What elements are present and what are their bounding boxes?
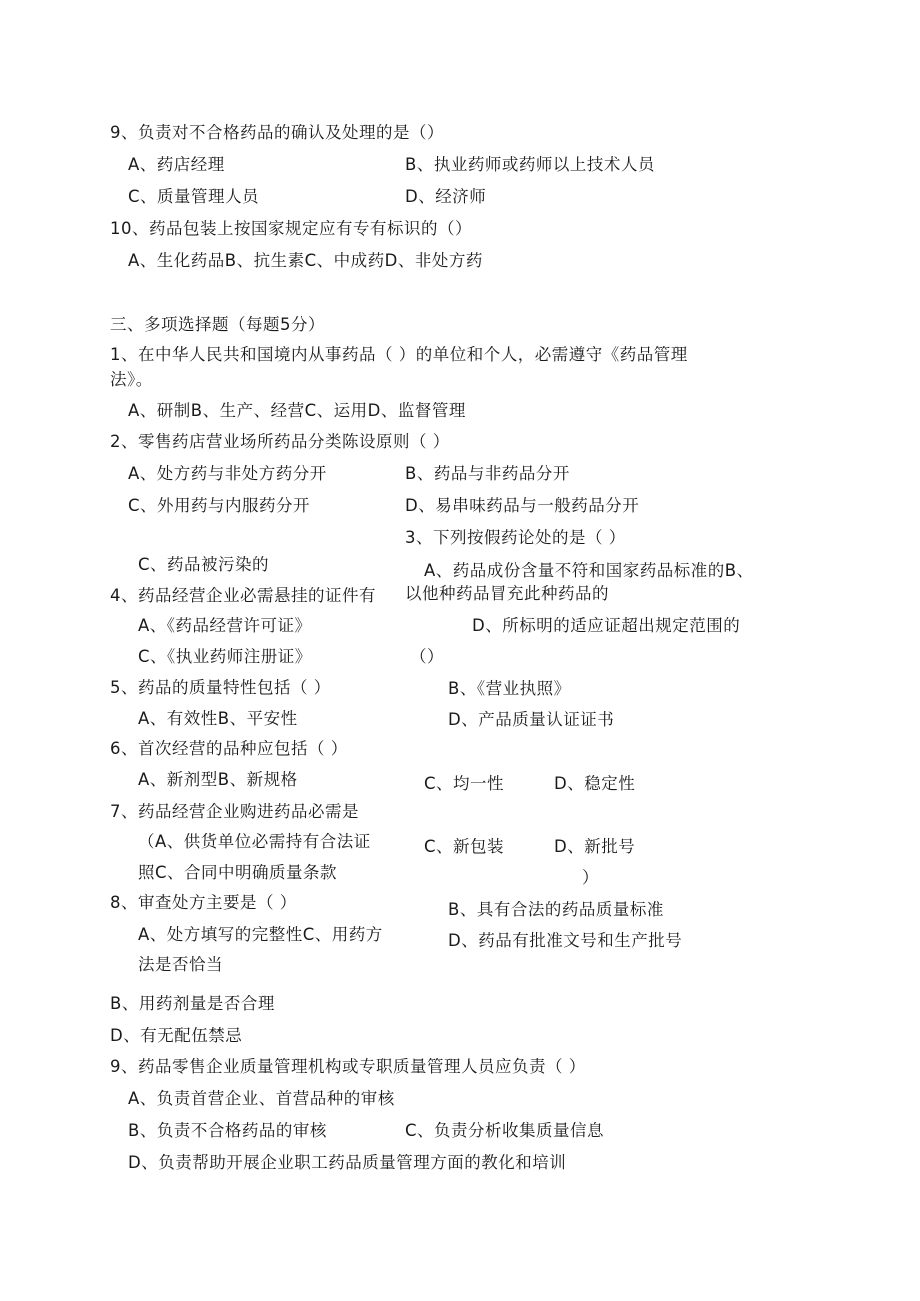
multi-question-8-option-d: D、有无配伍禁忌 bbox=[110, 1026, 243, 1045]
multi-question-2-option-d: D、易串味药品与一般药品分开 bbox=[405, 496, 640, 515]
multi-question-8-line-2: 法是否恰当 bbox=[138, 955, 223, 974]
multi-question-7-line-1: （A、供货单位必需持有合法证 bbox=[138, 832, 371, 851]
question-9-option-d: D、经济师 bbox=[405, 187, 487, 206]
multi-question-3-option-a: A、药品成份含量不符和国家药品标准的B、 bbox=[424, 561, 754, 580]
multi-question-8: 8、审查处方主要是（ ） bbox=[110, 893, 297, 912]
multi-question-2-option-a: A、处方药与非处方药分开 bbox=[128, 464, 327, 483]
question-10: 10、药品包装上按国家规定应有专有标识的（） bbox=[110, 219, 472, 238]
question-9-option-c: C、质量管理人员 bbox=[128, 187, 260, 206]
multi-question-6-option-d: D、新批号 bbox=[554, 837, 636, 856]
multi-question-4-option-b: B、《营业执照》 bbox=[448, 679, 571, 698]
multi-question-6-options-ab: A、新剂型B、新规格 bbox=[138, 770, 298, 789]
multi-question-9-option-c: C、负责分析收集质量信息 bbox=[405, 1121, 605, 1140]
multi-question-5: 5、药品的质量特性包括（ ） bbox=[110, 678, 331, 697]
multi-question-9-option-d: D、负责帮助开展企业职工药品质量管理方面的教化和培训 bbox=[128, 1153, 567, 1172]
multi-question-8-line-1: A、处方填写的完整性C、用药方 bbox=[138, 925, 383, 944]
question-9: 9、负责对不合格药品的确认及处理的是（） bbox=[110, 123, 444, 142]
multi-question-3-option-b: 以他种药品冒充此种药品的 bbox=[405, 584, 609, 603]
multi-question-7-option-d: D、药品有批准文号和生产批号 bbox=[448, 931, 683, 950]
multi-question-1-line-1: 1、在中华人民共和国境内从事药品（ ）的单位和个人，必需遵守《药品管理 bbox=[110, 345, 688, 364]
multi-question-7-option-b: B、具有合法的药品质量标准 bbox=[448, 900, 664, 919]
multi-question-7-close-paren: ） bbox=[582, 868, 599, 887]
multi-question-3-option-d: D、所标明的适应证超出规定范围的 bbox=[472, 616, 741, 635]
multi-question-7-line-2: 照C、合同中明确质量条款 bbox=[138, 863, 338, 882]
multi-question-5-options-ab: A、有效性B、平安性 bbox=[138, 709, 298, 728]
multi-question-4: 4、药品经营企业必需悬挂的证件有 bbox=[110, 586, 376, 605]
question-9-option-a: A、药店经理 bbox=[128, 155, 225, 174]
multi-question-4-option-d: D、产品质量认证证书 bbox=[448, 710, 615, 729]
multi-question-5-option-c: C、均一性 bbox=[424, 774, 505, 793]
question-10-options: A、生化药品B、抗生素C、中成药D、非处方药 bbox=[128, 251, 483, 270]
multi-question-2-option-c: C、外用药与内服药分开 bbox=[128, 496, 311, 515]
question-9-option-b: B、执业药师或药师以上技术人员 bbox=[405, 155, 655, 174]
multi-question-2-option-b: B、药品与非药品分开 bbox=[405, 464, 570, 483]
multi-question-6-option-c: C、新包装 bbox=[424, 837, 505, 856]
multi-question-4-option-a: A、《药品经营许可证》 bbox=[138, 616, 312, 635]
multi-question-4-paren: （） bbox=[410, 647, 444, 666]
multi-question-9-option-a: A、负责首营企业、首营品种的审核 bbox=[128, 1089, 395, 1108]
multi-question-2: 2、零售药店营业场所药品分类陈设原则（ ） bbox=[110, 432, 450, 451]
multi-question-3: 3、下列按假药论处的是（ ） bbox=[405, 528, 626, 547]
multi-question-7: 7、药品经营企业购进药品必需是 bbox=[110, 802, 359, 821]
multi-question-9-option-b: B、负责不合格药品的审核 bbox=[128, 1121, 327, 1140]
multi-question-5-option-d: D、稳定性 bbox=[554, 774, 636, 793]
multi-question-8-option-b: B、用药剂量是否合理 bbox=[110, 994, 275, 1013]
section-3-heading: 三、多项选择题（每题5分） bbox=[110, 315, 325, 334]
multi-question-1-options: A、研制B、生产、经营C、运用D、监督管理 bbox=[128, 401, 466, 420]
multi-question-4-option-c: C、《执业药师注册证》 bbox=[138, 647, 312, 666]
multi-question-9: 9、药品零售企业质量管理机构或专职质量管理人员应负责（ ） bbox=[110, 1057, 586, 1076]
multi-question-6: 6、首次经营的品种应包括（ ） bbox=[110, 739, 348, 758]
multi-question-3-option-c: C、药品被污染的 bbox=[138, 555, 270, 574]
multi-question-1-line-2: 法》。 bbox=[110, 370, 153, 389]
